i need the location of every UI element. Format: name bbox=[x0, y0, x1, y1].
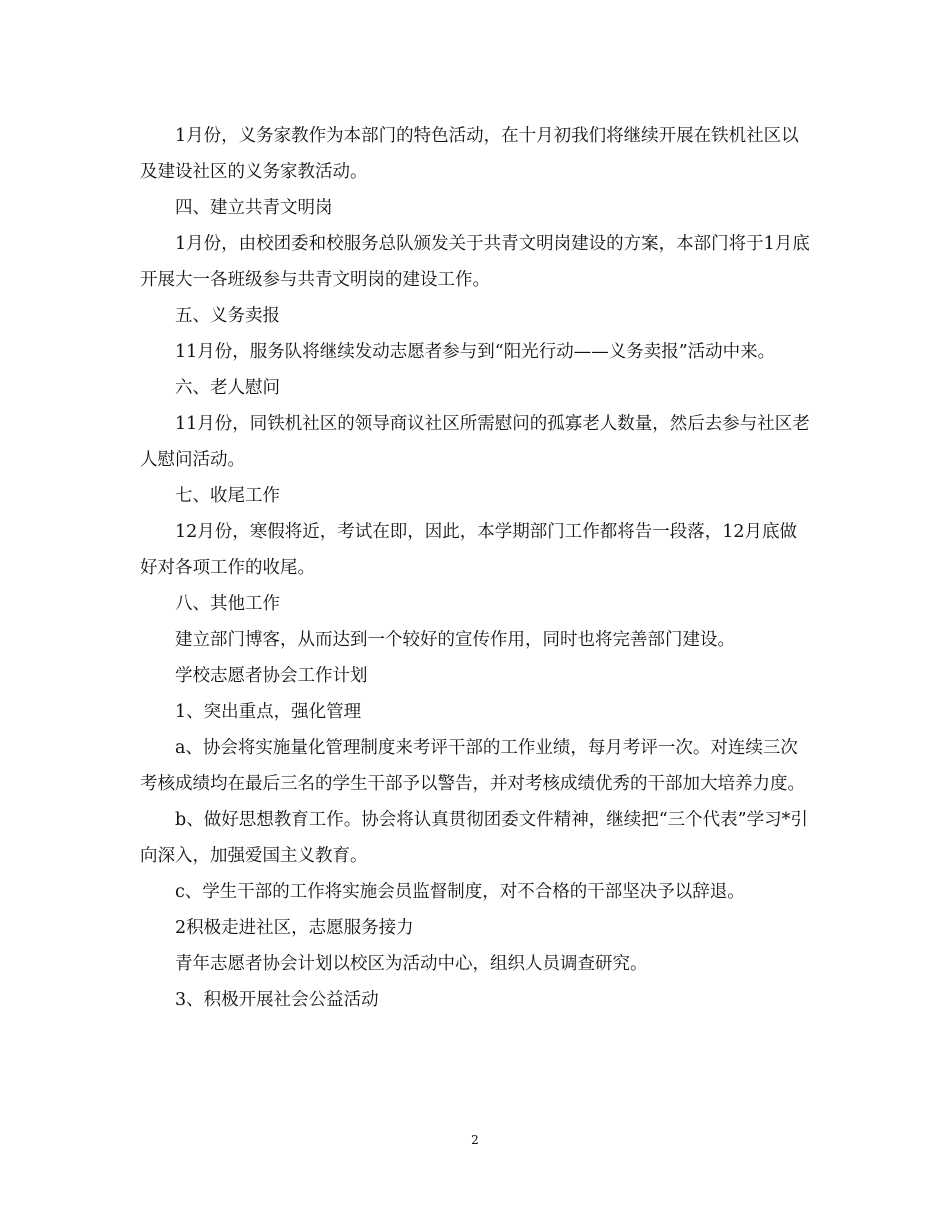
section-heading: 四、建立共青文明岗 bbox=[175, 198, 333, 218]
section-heading: 五、义务卖报 bbox=[175, 306, 280, 326]
section-heading: 2积极走进社区，志愿服务接力 bbox=[175, 918, 414, 938]
page-number: 2 bbox=[471, 1133, 479, 1147]
section-heading: 3、积极开展社会公益活动 bbox=[175, 990, 379, 1010]
section-heading: 六、老人慰问 bbox=[175, 378, 280, 398]
section-heading: 八、其他工作 bbox=[175, 594, 280, 614]
section-heading: 七、收尾工作 bbox=[175, 486, 280, 506]
document-subtitle: 学校志愿者协会工作计划 bbox=[175, 666, 368, 686]
section-heading: 1、突出重点，强化管理 bbox=[175, 702, 362, 722]
paragraph: b、做好思想教育工作。协会将认真贯彻团委文件精神，继续把“三个代表”学习*引向深入，加强爱国主义教育。 bbox=[140, 810, 808, 866]
paragraph: 12月份，寒假将近，考试在即，因此，本学期部门工作都将告一段落，12月底做好对各项工作的收尾。 bbox=[140, 522, 798, 578]
document-body bbox=[140, 118, 812, 1018]
paragraph: 1月份，由校团委和校服务总队颁发关于共青文明岗建设的方案，本部门将于1月底开展大一各班级参与共青文明岗的建设工作。 bbox=[140, 234, 810, 290]
paragraph: 青年志愿者协会计划以校区为活动中心，组织人员调查研究。 bbox=[175, 954, 648, 974]
paragraph: c、学生干部的工作将实施会员监督制度，对不合格的干部坚决予以辞退。 bbox=[175, 882, 745, 902]
paragraph: a、协会将实施量化管理制度来考评干部的工作业绩，每月考评一次。对连续三次考核成绩均在最后三名的学生干部予以警告，并对考核成绩优秀的干部加大培养力度。 bbox=[140, 738, 805, 794]
paragraph: 11月份，同铁机社区的领导商议社区所需慰问的孤寡老人数量，然后去参与社区老人慰问活动。 bbox=[140, 414, 810, 470]
paragraph: 建立部门博客，从而达到一个较好的宣传作用，同时也将完善部门建设。 bbox=[175, 630, 735, 650]
paragraph: 11月份，服务队将继续发动志愿者参与到“阳光行动——义务卖报”活动中来。 bbox=[175, 342, 776, 362]
paragraph: 1月份，义务家教作为本部门的特色活动，在十月初我们将继续开展在铁机社区以及建设社区的义务家教活动。 bbox=[140, 126, 799, 182]
